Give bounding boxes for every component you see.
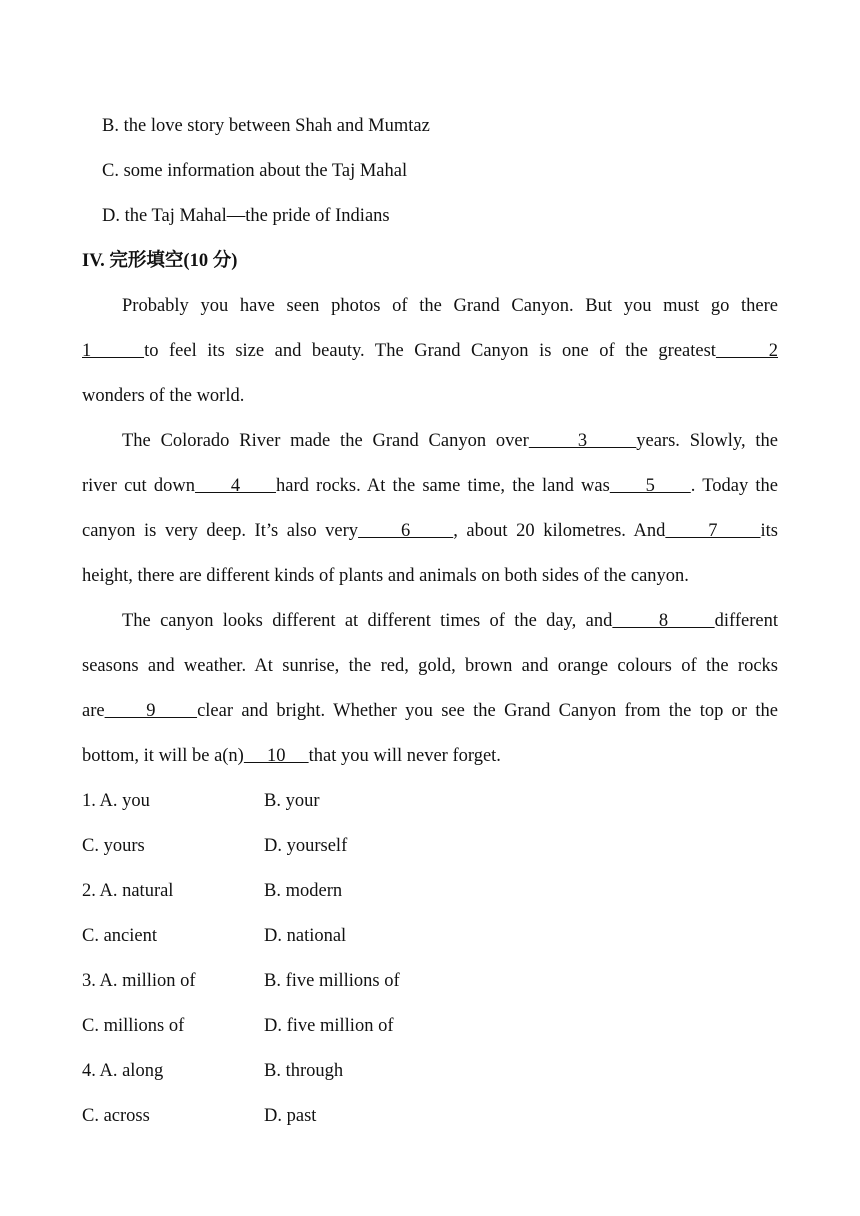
passage-line-11: [82, 744, 501, 768]
passage-text: are: [82, 701, 105, 721]
passage-line-10: [82, 699, 778, 723]
passage-text: bottom, it will be a(n): [82, 746, 244, 766]
blank-1[interactable]: 1: [82, 341, 145, 361]
passage-text: hard rocks. At the same time, the land was: [275, 476, 610, 496]
q2-option-a[interactable]: 2. A. natural: [82, 881, 174, 901]
blank-5[interactable]: 5: [609, 476, 691, 496]
passage-line-7: height, there are different kinds of plants and animals on both sides of the canyon.: [82, 566, 689, 586]
q4-option-c[interactable]: C. across: [82, 1106, 150, 1126]
q1-option-a[interactable]: 1. A. you: [82, 791, 150, 811]
passage-line-9: seasons and weather. At sunrise, the red, gold, brown and orange colours of the rocks: [82, 656, 778, 676]
q3-option-d[interactable]: D. five million of: [264, 1016, 394, 1036]
q1-option-c[interactable]: C. yours: [82, 836, 145, 856]
prev-option-d: D. the Taj Mahal—the pride of Indians: [102, 206, 390, 226]
passage-text: different: [714, 611, 779, 631]
q4-option-b[interactable]: B. through: [264, 1061, 344, 1081]
passage-line-5: [82, 474, 778, 498]
q2-option-c[interactable]: C. ancient: [82, 926, 158, 946]
passage-line-2: [82, 339, 778, 363]
q3-option-c[interactable]: C. millions of: [82, 1016, 185, 1036]
q4-option-d[interactable]: D. past: [264, 1106, 317, 1126]
prev-option-c: C. some information about the Taj Mahal: [102, 161, 408, 181]
blank-8[interactable]: 8: [612, 611, 715, 631]
blank-3[interactable]: 3: [528, 431, 637, 451]
passage-line-6: [82, 519, 778, 543]
passage-text: The Colorado River made the Grand Canyon over: [122, 431, 529, 451]
passage-text: years. Slowly, the: [636, 431, 778, 451]
passage-text: The canyon looks different at different times of the day, and: [122, 611, 613, 631]
blank-9[interactable]: 9: [104, 701, 198, 721]
passage-text: , about 20 kilometres. And: [453, 521, 666, 541]
q2-option-d[interactable]: D. national: [264, 926, 347, 946]
passage-text: to feel its size and beauty. The Grand Canyon is one of the greatest: [144, 341, 716, 361]
passage-text: river cut down: [82, 476, 195, 496]
q1-option-b[interactable]: B. your: [264, 791, 320, 811]
q4-option-a[interactable]: 4. A. along: [82, 1061, 164, 1081]
blank-7[interactable]: 7: [665, 521, 761, 541]
passage-line-4: [122, 429, 778, 453]
blank-10[interactable]: 10: [243, 746, 309, 766]
q2-option-b[interactable]: B. modern: [264, 881, 343, 901]
passage-line-8: [122, 609, 778, 633]
q3-option-a[interactable]: 3. A. million of: [82, 971, 196, 991]
section-heading: IV. 完形填空(10 分): [82, 251, 238, 271]
blank-4[interactable]: 4: [194, 476, 276, 496]
blank-6[interactable]: 6: [358, 521, 454, 541]
passage-text: its: [760, 521, 779, 541]
blank-2[interactable]: 2: [715, 341, 779, 361]
passage-line-3: wonders of the world.: [82, 386, 245, 406]
q3-option-b[interactable]: B. five millions of: [264, 971, 400, 991]
passage-line-1: Probably you have seen photos of the Grand Canyon. But you must go there: [122, 296, 778, 316]
passage-text: clear and bright. Whether you see the Grand Canyon from the top or the: [197, 701, 779, 721]
passage-text: that you will never forget.: [308, 746, 501, 766]
passage-text: . Today the: [690, 476, 778, 496]
passage-text: canyon is very deep. It’s also very: [82, 521, 359, 541]
prev-option-b: B. the love story between Shah and Mumtaz: [102, 116, 430, 136]
q1-option-d[interactable]: D. yourself: [264, 836, 348, 856]
